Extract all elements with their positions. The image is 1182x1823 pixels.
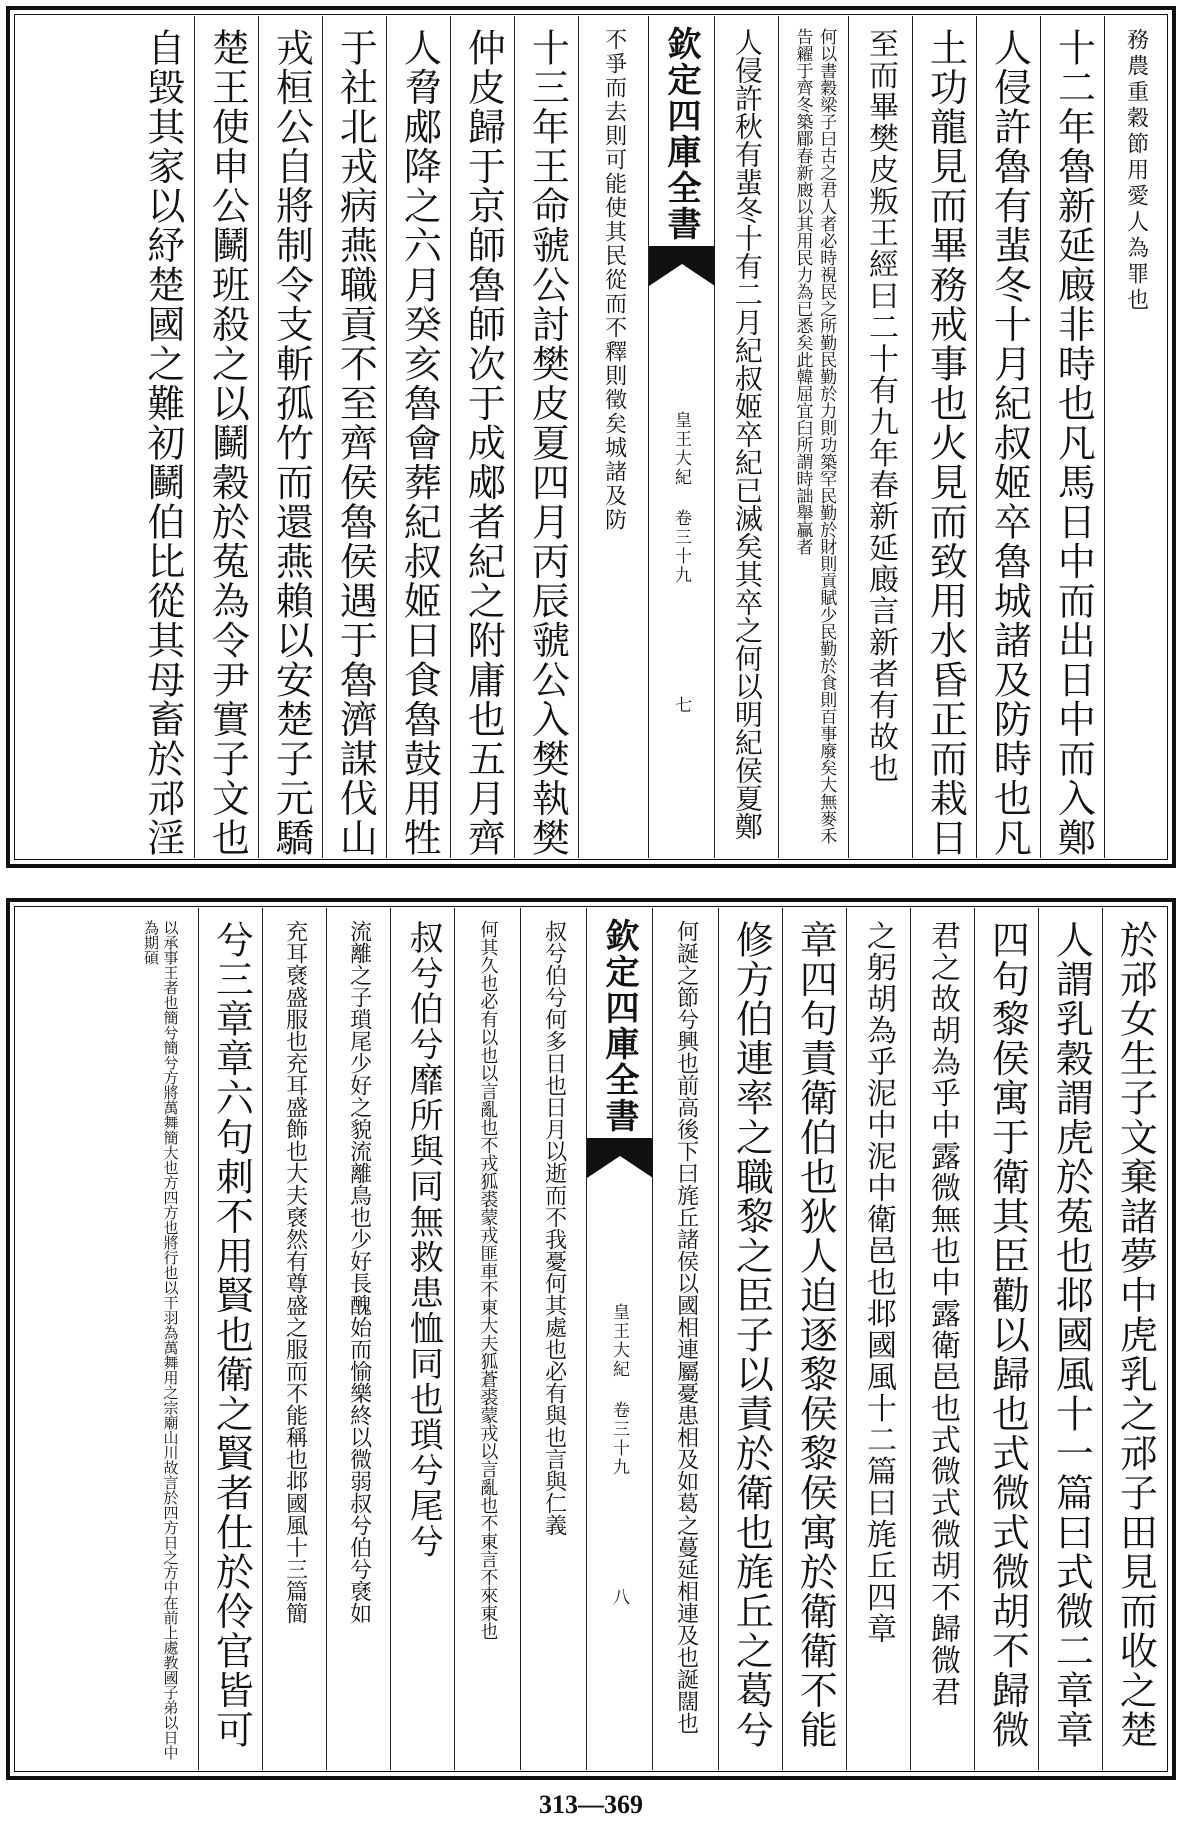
column-text: 以承事王者也簡兮簡兮方將萬舞簡大也方四方也將行也以干羽為萬舞用之宗廟山川故言於四方日之方中在前上處教國子弟以日中為期碩 bbox=[142, 920, 180, 1760]
column-text: 於邧女生子文棄諸夢中虎乳之邧子田見而收之楚 bbox=[1113, 920, 1158, 1750]
center-fold bbox=[648, 16, 714, 858]
text-column bbox=[454, 908, 520, 1770]
text-column bbox=[194, 16, 258, 858]
column-text: 叔兮伯兮靡所與同無救患恤同也瑣兮尾兮 bbox=[403, 920, 444, 1559]
text-column bbox=[1102, 908, 1166, 1770]
leaf-number: 七 bbox=[671, 696, 691, 713]
text-column bbox=[910, 908, 974, 1770]
volume-label: 皇王大紀 卷三十九 bbox=[609, 1303, 629, 1477]
text-column bbox=[778, 16, 848, 858]
column-text: 君之故胡為乎中露微無也中露衛邑也式微式微胡不歸微君 bbox=[925, 920, 960, 1708]
text-column bbox=[718, 908, 782, 1770]
text-column bbox=[122, 908, 198, 1770]
column-text: 四句黎侯寓于衛其臣勸以歸也式微式微胡不歸微 bbox=[985, 920, 1030, 1750]
fishtail-mark bbox=[649, 246, 715, 286]
column-text: 戎桓公自將制令支斬孤竹而還燕賴以安楚子元驕 bbox=[269, 28, 314, 858]
column-text: 務農重穀節用愛人為罪也 bbox=[1123, 28, 1149, 314]
text-column bbox=[652, 908, 718, 1770]
text-column bbox=[974, 908, 1038, 1770]
column-text: 十三年王命虢公討樊皮夏四月丙辰虢公入樊執樊 bbox=[525, 28, 570, 858]
column-text: 修方伯連率之職黎之臣子以責於衛也旄丘之葛兮 bbox=[729, 920, 774, 1750]
text-column bbox=[258, 16, 322, 858]
top-page-panel bbox=[6, 6, 1176, 868]
bottom-page-panel bbox=[6, 898, 1176, 1780]
column-text: 人謂乳穀謂虎於菟也邶國風十一篇曰式微二章章 bbox=[1049, 920, 1094, 1750]
leaf-number: 八 bbox=[609, 1588, 629, 1605]
text-column bbox=[578, 16, 648, 858]
book-title: 欽定四庫全書 bbox=[599, 918, 639, 1134]
text-column bbox=[1038, 908, 1102, 1770]
column-text: 至而畢樊皮叛王經曰二十有九年春新延廄言新者有故也 bbox=[863, 28, 898, 784]
text-column bbox=[714, 16, 778, 858]
text-column bbox=[262, 908, 326, 1770]
volume-label: 皇王大紀 卷三十九 bbox=[671, 411, 691, 585]
text-column bbox=[198, 908, 262, 1770]
column-text: 仲皮歸于京師魯師次于成郕者紀之附庸也五月齊 bbox=[461, 28, 506, 858]
text-column bbox=[848, 16, 912, 858]
column-text: 人脅郕降之六月癸亥魯會葬紀叔姬日食魯鼓用牲 bbox=[397, 28, 442, 858]
column-text: 章四句責衛伯也狄人迫逐黎侯黎侯寓於衛衛不能 bbox=[793, 920, 838, 1750]
text-column bbox=[326, 908, 390, 1770]
text-column bbox=[130, 16, 194, 858]
column-text: 人侵許秋有蜚冬十有二月紀叔姬卒紀已滅矣其卒之何以明紀侯夏鄭 bbox=[730, 28, 764, 840]
text-column bbox=[782, 908, 846, 1770]
text-column bbox=[1040, 16, 1104, 858]
column-text: 不爭而去則可能使其民從而不釋則徵矣城諸及防 bbox=[601, 28, 627, 532]
text-column bbox=[976, 16, 1040, 858]
column-text: 何以書穀梁子曰古之君人者必時視民之所勤民勤於力則功築罕民勤於財則貢賦少民勤於食則百事廢矣大無麥禾告糴于齊冬築郿春新廄以其用民力為已悉矣此韓屈宜臼所謂時詘舉贏者 bbox=[792, 28, 837, 844]
text-column bbox=[912, 16, 976, 858]
column-text: 自毀其家以紓楚國之難初鬭伯比從其母畜於邧淫 bbox=[140, 28, 185, 858]
column-text: 之躬胡為乎泥中泥中衛邑也邶國風十二篇曰旄丘四章 bbox=[861, 920, 896, 1645]
text-column bbox=[386, 16, 450, 858]
column-text: 楚王使申公鬭班殺之以鬭穀於菟為令尹實子文也 bbox=[205, 28, 250, 858]
text-column bbox=[520, 908, 586, 1770]
text-column bbox=[450, 16, 514, 858]
column-text: 何其久也必有以也以言亂也不戎狐裘蒙戎匪車不東大夫狐蒼裘蒙戎以言亂也不東言不來東也 bbox=[477, 920, 499, 1640]
column-text: 土功龍見而畢務戒事也火見而致用水昏正而栽日 bbox=[923, 28, 968, 858]
top-page-columns bbox=[16, 16, 1166, 858]
column-text: 何誕之節兮興也前高後下曰旄丘諸侯以國相連屬憂患相及如葛之蔓延相連及也誕闊也 bbox=[673, 920, 699, 1734]
fishtail-mark bbox=[587, 1138, 653, 1178]
column-text: 流離之子瑣尾少好之貌流離鳥也少好長醜始而愉樂終以微弱叔兮伯兮褎如 bbox=[346, 920, 372, 1624]
column-text: 充耳褎盛服也充耳盛飾也大夫褎然有尊盛之服而不能稱也邶國風十三篇簡 bbox=[282, 920, 308, 1624]
text-column bbox=[390, 908, 454, 1770]
column-text: 叔兮伯兮何多日也日月以逝而不我憂何其處也必有與也言與仁義 bbox=[541, 920, 567, 1536]
page-number: 313—369 bbox=[539, 1790, 643, 1819]
text-column bbox=[322, 16, 386, 858]
text-column bbox=[1104, 16, 1166, 858]
column-text: 十二年魯新延廄非時也凡馬日中而出日中而入鄭 bbox=[1051, 28, 1096, 858]
center-fold bbox=[586, 908, 652, 1770]
bottom-page-columns bbox=[16, 908, 1166, 1770]
column-text: 人侵許魯有蜚冬十月紀叔姬卒魯城諸及防時也凡 bbox=[987, 28, 1032, 858]
book-title: 欽定四庫全書 bbox=[661, 26, 701, 242]
text-column bbox=[514, 16, 578, 858]
column-text: 于社北戎病燕職貢不至齊侯魯侯遇于魯濟謀伐山 bbox=[333, 28, 378, 858]
column-text: 兮三章章六句刺不用賢也衛之賢者仕於伶官皆可 bbox=[209, 920, 254, 1750]
text-column bbox=[846, 908, 910, 1770]
